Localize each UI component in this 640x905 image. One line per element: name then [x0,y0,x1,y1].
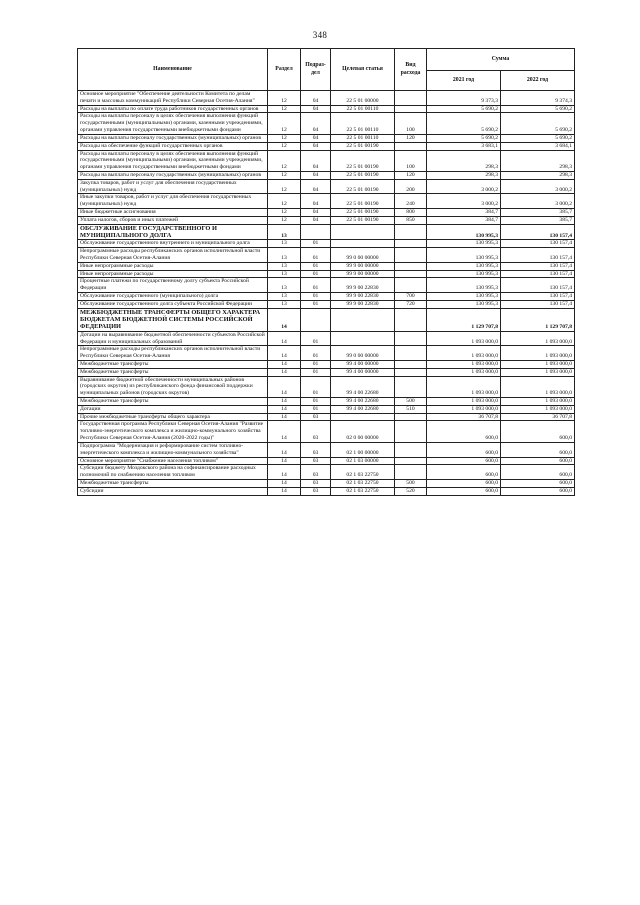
cell-sum-2022: 1 093 000,0 [501,368,575,376]
cell-expense-type: 120 [395,134,427,142]
cell-target-article: 99 9 00 22830 [331,300,395,308]
cell-section: 13 [268,248,301,263]
cell-name: Межбюджетные трансферты [78,360,268,368]
cell-sum-2022: 130 157,4 [501,270,575,278]
cell-sum-2022: 3 000,2 [501,179,575,194]
cell-sum-2021: 1 093 000,0 [427,398,501,406]
cell-section: 13 [268,293,301,301]
cell-target-article: 22 5 01 00190 [331,209,395,217]
cell-section: 12 [268,209,301,217]
cell-sum-2021: 130 995,3 [427,300,501,308]
table-row [78,442,575,457]
cell-sum-2021: 5 690,2 [427,134,501,142]
cell-name: Расходы на выплаты персоналу в целях обеспечения выполнения функций государственными (муниципальными) органами, казенными учреждениями, органами управления государственными внебюджетными фондами [78,150,268,171]
cell-name: Межбюджетные трансферты [78,368,268,376]
table-row [78,368,575,376]
table-row [78,113,575,134]
cell-section: 14 [268,308,301,331]
cell-target-article: 22 5 01 00000 [331,91,395,106]
cell-sum-2021: 9 373,3 [427,91,501,106]
table-body [78,91,575,496]
cell-subsection: 04 [301,142,331,150]
cell-sum-2022: 130 157,4 [501,300,575,308]
table-row [78,150,575,171]
cell-expense-type [395,413,427,421]
cell-target-article: 02 1 03 22750 [331,479,395,487]
cell-expense-type: 510 [395,405,427,413]
cell-name: Субсидии бюджету Моздокского района на софинансирование расходных полномочий по снабжению населения топливом [78,465,268,480]
cell-sum-2022: 298,3 [501,171,575,179]
cell-expense-type [395,248,427,263]
cell-section: 12 [268,194,301,209]
cell-target-article [331,240,395,248]
cell-sum-2022: 130 157,4 [501,262,575,270]
cell-sum-2022: 600,0 [501,421,575,442]
cell-expense-type: 720 [395,300,427,308]
cell-name: Расходы на выплаты персоналу государственных (муниципальных) органов [78,134,268,142]
cell-name: Иные непрограммные расходы [78,262,268,270]
cell-subsection: 01 [301,248,331,263]
cell-subsection: 04 [301,91,331,106]
table-row [78,248,575,263]
cell-expense-type [395,270,427,278]
cell-sum-2021: 600,0 [427,421,501,442]
cell-sum-2021: 1 093 000,0 [427,368,501,376]
cell-sum-2022: 3 000,2 [501,194,575,209]
cell-section: 13 [268,270,301,278]
table-row [78,262,575,270]
cell-sum-2022: 385,7 [501,216,575,224]
cell-subsection: 01 [301,398,331,406]
cell-name: Выравнивание бюджетной обеспеченности муниципальных районов (городских округов) из республиканского фонда финансовой поддержки муниципальных районов (городских округов) [78,376,268,397]
cell-subsection: 03 [301,413,331,421]
table-row [78,278,575,293]
cell-name: Основное мероприятие "Обеспечение деятельности Комитета по делам печати и массовых коммуникаций Республики Северная Осетия-Алания" [78,91,268,106]
section-row [78,308,575,331]
cell-target-article: 22 5 01 00190 [331,179,395,194]
budget-table [77,48,575,496]
cell-sum-2022: 385,7 [501,209,575,217]
cell-expense-type [395,457,427,465]
cell-name: Расходы на выплаты персоналу государственных (муниципальных) органов [78,171,268,179]
cell-sum-2021: 600,0 [427,442,501,457]
cell-name: Иные непрограммные расходы [78,270,268,278]
cell-sum-2022: 1 093 000,0 [501,331,575,346]
cell-subsection: 04 [301,150,331,171]
cell-expense-type [395,308,427,331]
header-target-article: Целевая статья [331,49,395,91]
cell-target-article: 99 4 00 00000 [331,368,395,376]
cell-sum-2021: 36 707,8 [427,413,501,421]
cell-expense-type [395,465,427,480]
header-year-2022: 2022 год [501,71,575,91]
cell-sum-2022: 9 374,3 [501,91,575,106]
cell-section: 12 [268,142,301,150]
cell-section: 12 [268,179,301,194]
cell-section: 14 [268,413,301,421]
cell-subsection: 04 [301,179,331,194]
cell-name: Дотации [78,405,268,413]
cell-section: 14 [268,405,301,413]
cell-sum-2021: 1 093 000,0 [427,405,501,413]
cell-target-article: 02 0 00 00000 [331,421,395,442]
cell-sum-2021: 130 995,3 [427,270,501,278]
cell-target-article: 22 5 01 00190 [331,171,395,179]
cell-target-article: 22 5 01 00110 [331,113,395,134]
cell-target-article: 99 9 00 22830 [331,278,395,293]
cell-sum-2022: 130 157,4 [501,240,575,248]
cell-name: Процентные платежи по государственному долгу субъекта Российской Федерации [78,278,268,293]
cell-subsection: 01 [301,346,331,361]
table-row [78,465,575,480]
table-row [78,134,575,142]
cell-sum-2022: 130 157,4 [501,248,575,263]
cell-expense-type: 500 [395,398,427,406]
table-row [78,194,575,209]
cell-target-article: 22 5 01 00190 [331,194,395,209]
cell-expense-type [395,368,427,376]
cell-target-article: 99 4 00 22680 [331,398,395,406]
cell-sum-2021: 600,0 [427,465,501,480]
cell-subsection: 01 [301,293,331,301]
cell-expense-type [395,240,427,248]
header-sum: Сумма [427,49,575,71]
table-header [78,49,575,91]
cell-section: 13 [268,278,301,293]
header-year-2021: 2021 год [427,71,501,91]
cell-expense-type [395,331,427,346]
cell-expense-type [395,376,427,397]
cell-sum-2021: 130 995,3 [427,224,501,240]
cell-sum-2021: 5 690,2 [427,105,501,113]
cell-target-article [331,308,395,331]
cell-sum-2022: 600,0 [501,442,575,457]
cell-sum-2021: 384,7 [427,209,501,217]
cell-name: Непрограммные расходы республиканских органов исполнительной власти Республики Северная Осетия-Алания [78,248,268,263]
cell-sum-2022: 3 684,1 [501,142,575,150]
cell-sum-2021: 130 995,3 [427,278,501,293]
cell-name: Подпрограмма "Модернизация и реформирование систем топливно-энергетического комплекса и жилищно-коммунального хозяйства" [78,442,268,457]
cell-expense-type: 850 [395,216,427,224]
cell-sum-2022: 1 093 000,0 [501,346,575,361]
cell-target-article: 22 5 01 00190 [331,142,395,150]
table-row [78,479,575,487]
cell-subsection: 01 [301,270,331,278]
cell-name: Иные бюджетные ассигнования [78,209,268,217]
cell-expense-type [395,224,427,240]
cell-name: Межбюджетные трансферты [78,479,268,487]
cell-sum-2021: 130 995,3 [427,293,501,301]
cell-name: Обслуживание государственного долга субъекта Российской Федерации [78,300,268,308]
cell-section: 12 [268,171,301,179]
cell-target-article: 22 5 01 00110 [331,134,395,142]
cell-subsection: 01 [301,240,331,248]
cell-sum-2021: 1 129 707,8 [427,308,501,331]
cell-sum-2022: 600,0 [501,457,575,465]
cell-target-article: 02 1 03 22750 [331,487,395,495]
cell-target-article: 99 0 00 00000 [331,248,395,263]
cell-sum-2022: 130 157,4 [501,293,575,301]
cell-sum-2021: 5 690,2 [427,113,501,134]
cell-target-article: 99 9 00 22830 [331,293,395,301]
cell-sum-2021: 298,3 [427,171,501,179]
cell-subsection: 01 [301,405,331,413]
table-row [78,91,575,106]
cell-name: Государственная программа Республики Северная Осетия-Алания "Развитие топливно-энергетического комплекса и жилищно-коммунального хозяйства Республики Северная Осетия-Алания (2020-2022 годы)" [78,421,268,442]
cell-sum-2022: 1 093 000,0 [501,405,575,413]
cell-sum-2021: 3 000,2 [427,179,501,194]
cell-target-article [331,413,395,421]
cell-expense-type [395,262,427,270]
cell-section: 14 [268,487,301,495]
cell-sum-2022: 600,0 [501,487,575,495]
cell-expense-type: 200 [395,179,427,194]
cell-target-article: 22 5 01 00110 [331,105,395,113]
cell-sum-2021: 1 093 000,0 [427,376,501,397]
cell-sum-2022: 5 690,2 [501,113,575,134]
header-section: Раздел [268,49,301,91]
cell-name: Закупка товаров, работ и услуг для обеспечения государственных (муниципальных) нужд [78,179,268,194]
cell-expense-type [395,91,427,106]
cell-subsection [301,224,331,240]
cell-expense-type [395,278,427,293]
cell-subsection: 04 [301,216,331,224]
cell-name: ОБСЛУЖИВАНИЕ ГОСУДАРСТВЕННОГО И МУНИЦИПАЛЬНОГО ДОЛГА [78,224,268,240]
table-row [78,413,575,421]
cell-sum-2022: 5 690,2 [501,134,575,142]
cell-section: 14 [268,368,301,376]
cell-name: Расходы на выплаты по оплате труда работников государственных органов [78,105,268,113]
cell-name: Расходы на обеспечение функций государственных органов [78,142,268,150]
cell-subsection: 03 [301,421,331,442]
cell-target-article: 02 1 03 22750 [331,465,395,480]
cell-target-article: 22 5 01 00190 [331,150,395,171]
cell-subsection: 01 [301,331,331,346]
cell-sum-2021: 130 995,3 [427,240,501,248]
cell-subsection: 04 [301,105,331,113]
cell-subsection: 04 [301,194,331,209]
cell-target-article: 99 4 00 22680 [331,405,395,413]
cell-section: 14 [268,465,301,480]
cell-section: 14 [268,376,301,397]
cell-target-article: 02 1 03 00000 [331,457,395,465]
header-subsection: Подраз-дел [301,49,331,91]
cell-sum-2021: 130 995,3 [427,262,501,270]
cell-expense-type: 800 [395,209,427,217]
cell-section: 14 [268,442,301,457]
table-row [78,421,575,442]
cell-sum-2022: 600,0 [501,479,575,487]
cell-subsection: 03 [301,487,331,495]
cell-section: 12 [268,113,301,134]
cell-sum-2021: 298,3 [427,150,501,171]
cell-sum-2021: 1 093 000,0 [427,331,501,346]
cell-name: Прочие межбюджетные трансферты общего характера [78,413,268,421]
cell-target-article: 99 0 00 00000 [331,346,395,361]
cell-expense-type [395,421,427,442]
table-row [78,293,575,301]
table-row [78,240,575,248]
cell-expense-type: 100 [395,113,427,134]
cell-expense-type: 100 [395,150,427,171]
cell-name: Основное мероприятие "Снабжение населения топливом" [78,457,268,465]
table-row [78,376,575,397]
cell-section: 12 [268,105,301,113]
cell-section: 12 [268,91,301,106]
cell-sum-2022: 36 707,8 [501,413,575,421]
cell-sum-2021: 3 683,1 [427,142,501,150]
cell-expense-type: 700 [395,293,427,301]
cell-subsection: 01 [301,262,331,270]
cell-expense-type [395,105,427,113]
table-row [78,487,575,495]
cell-name: Иные закупки товаров, работ и услуг для обеспечения государственных (муниципальных) нужд [78,194,268,209]
table-row [78,270,575,278]
cell-name: МЕЖБЮДЖЕТНЫЕ ТРАНСФЕРТЫ ОБЩЕГО ХАРАКТЕРА БЮДЖЕТАМ БЮДЖЕТНОЙ СИСТЕМЫ РОССИЙСКОЙ ФЕДЕРАЦИИ [78,308,268,331]
cell-section: 14 [268,457,301,465]
cell-subsection: 03 [301,479,331,487]
header-expense-type: Вид расхода [395,49,427,91]
cell-section: 13 [268,240,301,248]
table-row [78,360,575,368]
cell-subsection: 03 [301,465,331,480]
cell-target-article: 22 5 01 00190 [331,216,395,224]
table-row [78,209,575,217]
cell-name: Межбюджетные трансферты [78,398,268,406]
cell-subsection: 03 [301,457,331,465]
table-row [78,105,575,113]
cell-subsection: 04 [301,209,331,217]
cell-target-article [331,331,395,346]
cell-subsection: 01 [301,376,331,397]
table-row [78,171,575,179]
cell-subsection: 03 [301,442,331,457]
cell-sum-2022: 1 129 707,8 [501,308,575,331]
cell-subsection: 04 [301,171,331,179]
table-row [78,457,575,465]
table-row [78,398,575,406]
cell-sum-2022: 600,0 [501,465,575,480]
cell-subsection: 01 [301,278,331,293]
cell-sum-2021: 600,0 [427,457,501,465]
cell-expense-type [395,346,427,361]
cell-subsection: 01 [301,368,331,376]
cell-expense-type: 520 [395,487,427,495]
cell-section: 13 [268,262,301,270]
cell-sum-2021: 3 000,2 [427,194,501,209]
cell-name: Обслуживание государственного внутреннего и муниципального долга [78,240,268,248]
cell-sum-2022: 130 157,4 [501,278,575,293]
cell-section: 12 [268,134,301,142]
cell-section: 12 [268,216,301,224]
cell-section: 14 [268,360,301,368]
cell-subsection: 04 [301,113,331,134]
cell-sum-2021: 384,7 [427,216,501,224]
table-row [78,405,575,413]
cell-target-article: 99 9 00 00000 [331,270,395,278]
table-row [78,331,575,346]
cell-expense-type: 240 [395,194,427,209]
cell-name: Непрограммные расходы республиканских органов исполнительной власти Республики Северная Осетия-Алания [78,346,268,361]
table-row [78,142,575,150]
cell-section: 14 [268,479,301,487]
cell-section: 13 [268,300,301,308]
cell-expense-type [395,142,427,150]
cell-sum-2021: 130 995,3 [427,248,501,263]
cell-section: 12 [268,150,301,171]
cell-subsection [301,308,331,331]
cell-target-article: 99 4 00 22680 [331,376,395,397]
cell-expense-type [395,360,427,368]
cell-name: Субсидии [78,487,268,495]
cell-sum-2021: 1 093 000,0 [427,346,501,361]
cell-subsection: 01 [301,360,331,368]
cell-target-article [331,224,395,240]
cell-name: Уплата налогов, сборов и иных платежей [78,216,268,224]
cell-section: 14 [268,346,301,361]
cell-expense-type: 120 [395,171,427,179]
cell-sum-2022: 1 093 000,0 [501,398,575,406]
table-row [78,179,575,194]
header-name: Наименование [78,49,268,91]
cell-subsection: 04 [301,134,331,142]
cell-target-article: 02 1 00 00000 [331,442,395,457]
cell-target-article: 99 9 00 00000 [331,262,395,270]
cell-sum-2021: 600,0 [427,487,501,495]
table-row [78,346,575,361]
page-number: 348 [312,30,328,40]
cell-name: Дотации на выравнивание бюджетной обеспеченности субъектов Российской Федерации и муниципальных образований [78,331,268,346]
cell-sum-2022: 1 093 000,0 [501,376,575,397]
cell-name: Обслуживание государственного (муниципального) долга [78,293,268,301]
cell-section: 14 [268,398,301,406]
cell-sum-2022: 130 157,4 [501,224,575,240]
cell-expense-type [395,442,427,457]
cell-sum-2022: 5 690,2 [501,105,575,113]
table-row [78,216,575,224]
cell-section: 14 [268,331,301,346]
cell-section: 13 [268,224,301,240]
cell-subsection: 01 [301,300,331,308]
section-row [78,224,575,240]
cell-expense-type: 500 [395,479,427,487]
cell-sum-2021: 1 093 000,0 [427,360,501,368]
cell-sum-2022: 298,3 [501,150,575,171]
table-row [78,300,575,308]
cell-target-article: 99 4 00 00000 [331,360,395,368]
cell-name: Расходы на выплаты персоналу в целях обеспечения выполнения функций государственными (муниципальными) органами, казенными учреждениями, органами управления государственными внебюджетными фондами [78,113,268,134]
cell-section: 14 [268,421,301,442]
cell-sum-2021: 600,0 [427,479,501,487]
cell-sum-2022: 1 093 000,0 [501,360,575,368]
